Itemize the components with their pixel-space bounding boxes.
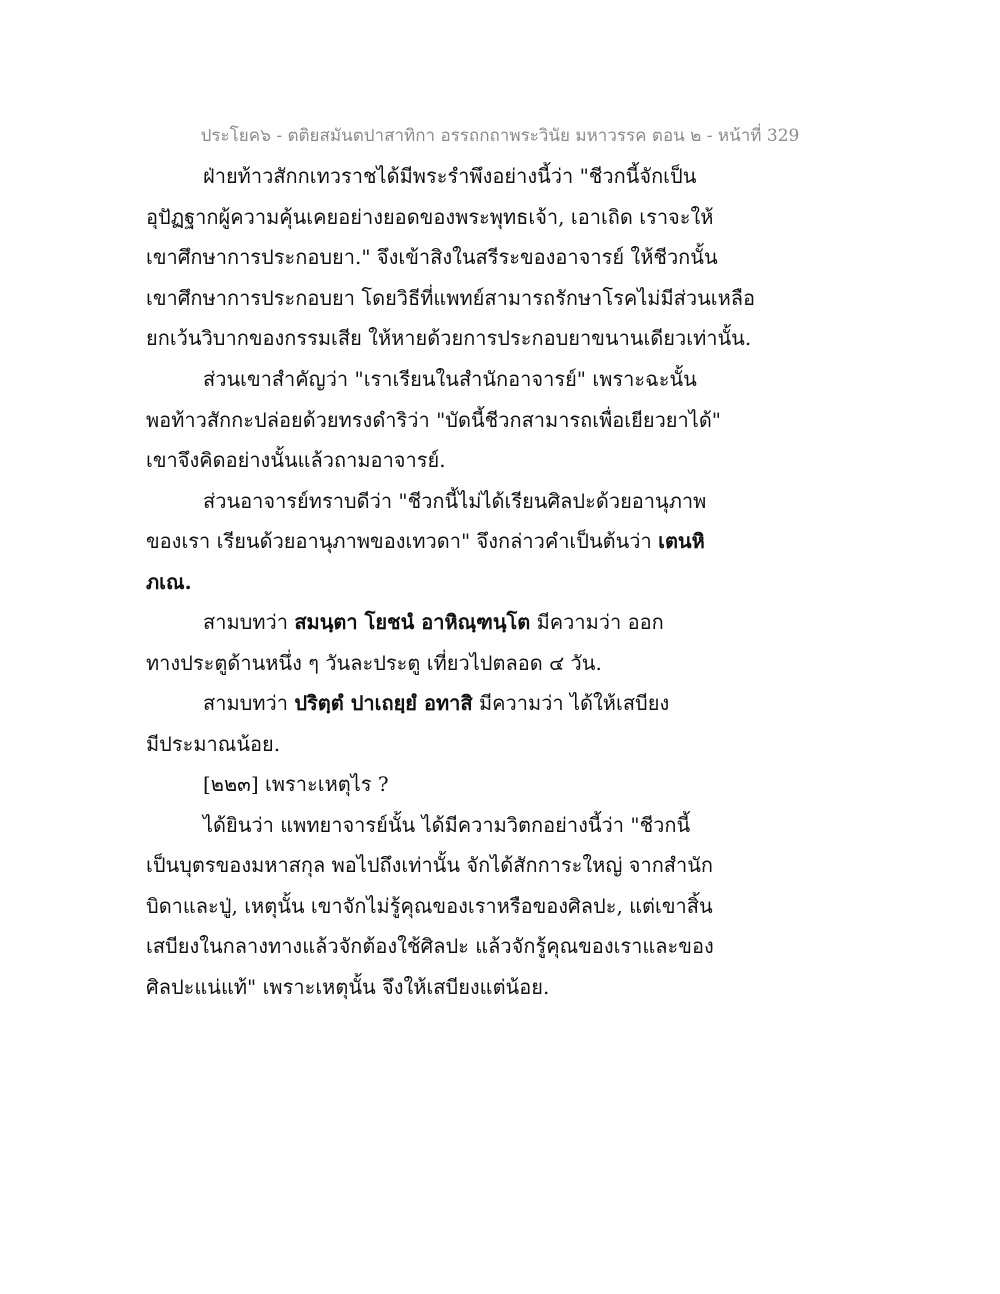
text-line: พอท้าวสักกะปล่อยด้วยทรงดำริว่า "บัดนี้ชีวกสามารถเพื่อเยียวยาได้" bbox=[146, 408, 721, 432]
text-line: ศิลปะแน่แท้" เพราะเหตุนั้น จึงให้เสบียงแต่น้อย. bbox=[146, 975, 550, 999]
text-line: ยกเว้นวิบากของกรรมเสีย ให้หายด้วยการประกอบยาขนานเดียวเท่านั้น. bbox=[146, 326, 752, 350]
section-number-line: [๒๒๓] เพราะเหตุไร ? bbox=[203, 772, 389, 796]
text-line bbox=[203, 687, 669, 719]
text-line bbox=[146, 525, 705, 557]
text-segment: สามบทว่า bbox=[203, 691, 295, 715]
text-segment: มีความว่า ได้ให้เสบียง bbox=[472, 691, 670, 715]
text-line: อุปัฏฐากผู้ความคุ้นเคยอย่างยอดของพระพุทธเจ้า, เอาเถิด เราจะให้ bbox=[146, 205, 714, 229]
text-line: เขาจึงคิดอย่างนั้นแล้วถามอาจารย์. bbox=[146, 448, 446, 472]
text-line: บิดาและปู่, เหตุนั้น เขาจักไม่รู้คุณของเราหรือของศิลปะ, แต่เขาสิ้น bbox=[146, 894, 713, 918]
pali-term: สมนฺตา โยชนํ อาหิณฺฑนฺโต bbox=[294, 610, 531, 634]
text-line: เป็นบุตรของมหาสกุล พอไปถึงเท่านั้น จักได้สักการะใหญ่ จากสำนัก bbox=[146, 853, 714, 877]
text-line: ส่วนอาจารย์ทราบดีว่า "ชีวกนี้ไม่ได้เรียนศิลปะด้วยอานุภาพ bbox=[203, 489, 707, 513]
pali-term: เตนหิ bbox=[658, 529, 705, 553]
text-line: ได้ยินว่า แพทยาจารย์นั้น ได้มีความวิตกอย่างนี้ว่า "ชีวกนี้ bbox=[203, 813, 691, 837]
text-line bbox=[203, 606, 664, 638]
text-line: มีประมาณน้อย. bbox=[146, 732, 281, 756]
text-line: เขาศึกษาการประกอบยา." จึงเข้าสิงในสรีระของอาจารย์ ให้ชีวกนั้น bbox=[146, 245, 718, 269]
pali-term: ปริตฺตํ ปาเถยฺยํ อทาสิ bbox=[294, 691, 473, 715]
text-segment: สามบทว่า bbox=[203, 610, 295, 634]
text-segment: มีความว่า ออก bbox=[530, 610, 664, 634]
text-line: ฝ่ายท้าวสักกเทวราชได้มีพระรำพึงอย่างนี้ว่า "ชีวกนี้จักเป็น bbox=[203, 164, 697, 188]
text-segment: ของเรา เรียนด้วยอานุภาพของเทวดา" จึงกล่าวคำเป็นต้นว่า bbox=[146, 529, 659, 553]
pali-term-line: ภเณ. bbox=[146, 570, 192, 594]
text-line: ส่วนเขาสำคัญว่า "เราเรียนในสำนักอาจารย์" เพราะฉะนั้น bbox=[203, 367, 697, 391]
page-header: ประโยค๖ - ตติยสมันตปาสาทิกา อรรถกถาพระวินัย มหาวรรค ตอน ๒ - หน้าที่ 329 bbox=[200, 126, 800, 146]
text-line: ทางประตูด้านหนึ่ง ๆ วันละประตู เที่ยวไปตลอด ๔ วัน. bbox=[146, 651, 602, 675]
text-line: เขาศึกษาการประกอบยา โดยวิธีที่แพทย์สามารถรักษาโรคไม่มีส่วนเหลือ bbox=[146, 286, 756, 310]
text-line: เสบียงในกลางทางแล้วจักต้องใช้ศิลปะ แล้วจักรู้คุณของเราและของ bbox=[146, 934, 714, 958]
